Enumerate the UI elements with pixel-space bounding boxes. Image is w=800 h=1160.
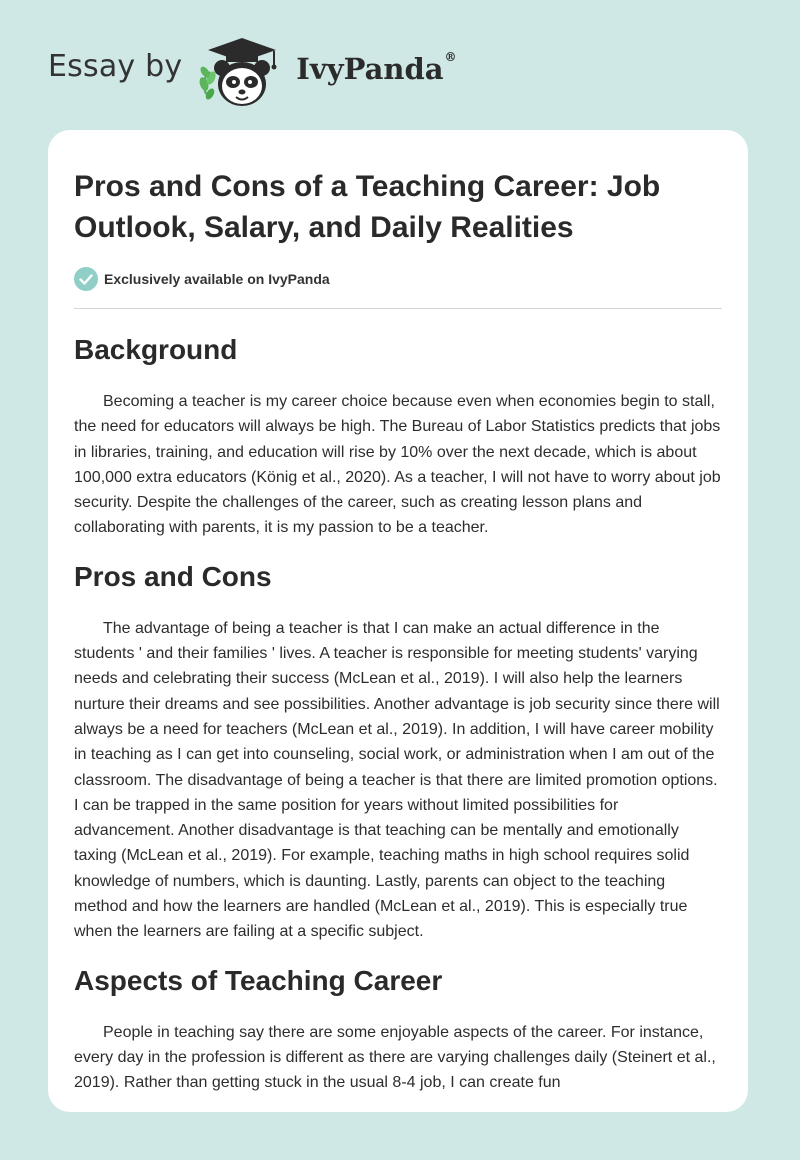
check-circle-icon bbox=[74, 267, 98, 291]
paragraph-aspects: People in teaching say there are some enjoyable aspects of the career. For instance, every day in the profession is different as there are varying challenges daily (Steinert et al., 2019). Rather than getting stuck in the usual 8-4 job, I can create fun bbox=[74, 1023, 716, 1092]
section-heading-pros-and-cons: Pros and Cons bbox=[74, 560, 272, 592]
site-header bbox=[48, 32, 548, 112]
section-heading-aspects: Aspects of Teaching Career bbox=[74, 964, 443, 996]
badge-text: Exclusively available on IvyPanda bbox=[104, 271, 330, 287]
brand-name[interactable] bbox=[296, 52, 456, 86]
section-heading-background: Background bbox=[74, 334, 238, 365]
brand-name-text: IvyPanda bbox=[296, 52, 444, 86]
essay-card bbox=[48, 130, 748, 1112]
document-title: Pros and Cons of a Teaching Career: Job Outlook, Salary, and Daily Realities bbox=[74, 170, 661, 244]
title-divider bbox=[74, 308, 722, 309]
brand-prefix: Essay by bbox=[48, 48, 183, 84]
paragraph-background: Becoming a teacher is my career choice because even when economies begin to stall, the need for educators will always be high. The Bureau of Labor Statistics predicts that jobs in libraries, training, and education will rise by 10% over the next decade, which is about 100,000 extra educators (König et al., 2020). As a teacher, I will not have to worry about job security. Despite the challenges of the career, such as creating lesson plans and collaborating with parents, it is my passion to be a teacher. bbox=[74, 393, 721, 537]
essay-content bbox=[74, 166, 722, 1096]
registered-mark: ® bbox=[444, 50, 457, 64]
panda-graduate-logo-icon[interactable] bbox=[196, 32, 288, 112]
exclusive-badge bbox=[74, 266, 722, 292]
paragraph-pros-and-cons: The advantage of being a teacher is that I can make an actual difference in the students ' and their families ' lives. A teacher is responsible for meeting students' varying needs and celebrating their success (McLean et al., 2019). I will also help the learners nurture their dreams and see possibilities. Another advantage is job security since there will always be a need for teachers (McLean et al., 2019). In addition, I will have career mobility in teaching as I can get into counseling, social work, or administration when I am out of the classroom. The disadvantage of being a teacher is that there are limited promotion options. I can be trapped in the same position for years without limited possibilities for advancement. Another disadvantage is that teaching can be mentally and emotionally taxing (McLean et al., 2019). For example, teaching maths in high school requires solid knowledge of numbers, which is daunting. Lastly, parents can object to the teaching method and how the learners are handled (McLean et al., 2019). This is especially true when the learners are failing at a specific subject. bbox=[74, 619, 720, 941]
